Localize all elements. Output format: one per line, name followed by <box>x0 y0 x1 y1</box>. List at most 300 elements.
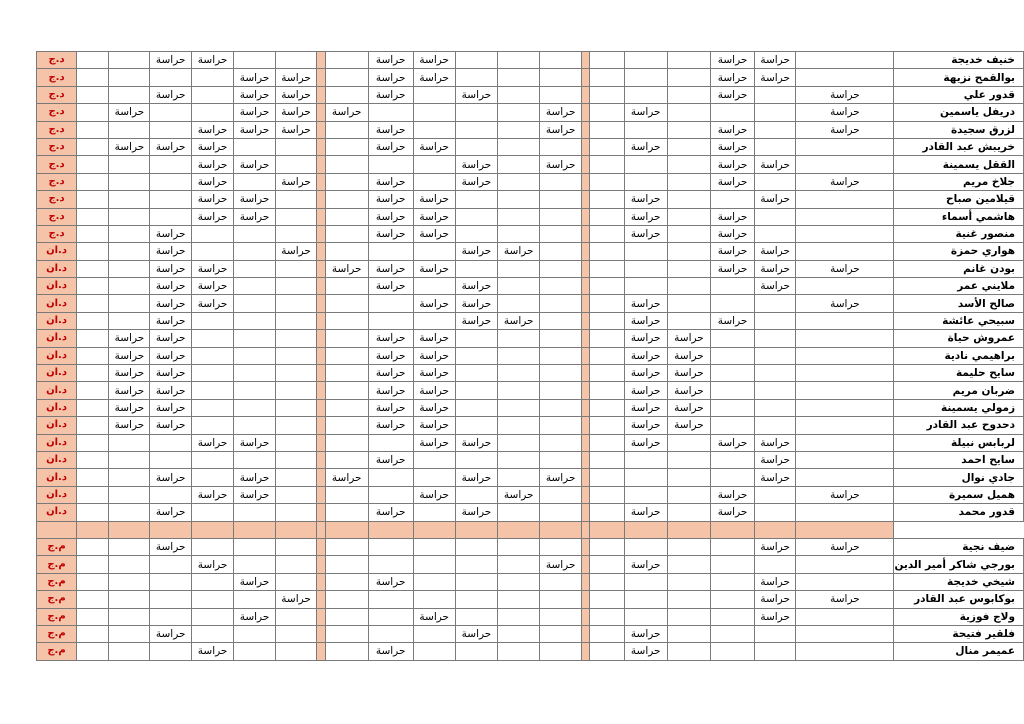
category-code: د.ج <box>37 52 77 69</box>
empty-cell <box>667 434 711 451</box>
duty-cell: حراسة <box>368 347 413 364</box>
duty-cell: حراسة <box>368 208 413 225</box>
staff-name: ولاج فوزية <box>894 608 1024 625</box>
table-row <box>37 469 1024 486</box>
empty-cell <box>498 469 540 486</box>
block-separator <box>581 52 589 69</box>
empty-cell <box>368 156 413 173</box>
empty-cell <box>77 417 109 434</box>
empty-cell <box>413 156 455 173</box>
empty-cell <box>325 312 368 329</box>
empty-cell <box>109 86 150 103</box>
duty-cell: حراسة <box>711 86 755 103</box>
duty-cell: حراسة <box>624 347 667 364</box>
block-separator <box>317 399 325 416</box>
empty-cell <box>191 625 233 642</box>
gap-cell <box>413 521 455 538</box>
empty-cell <box>796 138 894 155</box>
empty-cell <box>711 608 755 625</box>
empty-cell <box>711 417 755 434</box>
block-separator <box>581 504 589 521</box>
empty-cell <box>624 573 667 590</box>
empty-cell <box>667 625 711 642</box>
empty-cell <box>325 208 368 225</box>
duty-cell: حراسة <box>150 365 192 382</box>
empty-cell <box>325 69 368 86</box>
empty-cell <box>275 208 317 225</box>
duty-cell: حراسة <box>498 486 540 503</box>
category-code: م.ج <box>37 573 77 590</box>
empty-cell <box>325 225 368 242</box>
duty-cell: حراسة <box>325 469 368 486</box>
duty-cell: حراسة <box>191 486 233 503</box>
empty-cell <box>589 173 624 190</box>
duty-cell: حراسة <box>540 469 582 486</box>
empty-cell <box>191 104 233 121</box>
duty-cell: حراسة <box>234 486 276 503</box>
empty-cell <box>754 382 796 399</box>
empty-cell <box>275 608 317 625</box>
empty-cell <box>455 52 497 69</box>
block-separator <box>317 504 325 521</box>
staff-name: دريفل ياسمين <box>894 104 1024 121</box>
category-code: د.ان <box>37 365 77 382</box>
empty-cell <box>754 86 796 103</box>
empty-cell <box>589 243 624 260</box>
empty-cell <box>150 556 192 573</box>
empty-cell <box>275 504 317 521</box>
duty-cell: حراسة <box>368 382 413 399</box>
duty-cell: حراسة <box>413 365 455 382</box>
category-code: م.ج <box>37 643 77 660</box>
empty-cell <box>455 591 497 608</box>
gap-cell <box>109 521 150 538</box>
duty-cell: حراسة <box>150 295 192 312</box>
duty-cell: حراسة <box>368 417 413 434</box>
table-row <box>37 225 1024 242</box>
empty-cell <box>589 417 624 434</box>
empty-cell <box>796 243 894 260</box>
empty-cell <box>275 486 317 503</box>
block-separator <box>581 643 589 660</box>
empty-cell <box>796 643 894 660</box>
table-row <box>37 86 1024 103</box>
empty-cell <box>234 225 276 242</box>
empty-cell <box>275 556 317 573</box>
staff-name: سبيحي عائشة <box>894 312 1024 329</box>
empty-cell <box>540 243 582 260</box>
empty-cell <box>540 538 582 555</box>
empty-cell <box>455 191 497 208</box>
table-row <box>37 573 1024 590</box>
duty-cell: حراسة <box>413 486 455 503</box>
empty-cell <box>796 69 894 86</box>
block-separator <box>581 278 589 295</box>
category-code: د.ج <box>37 225 77 242</box>
duty-cell: حراسة <box>191 208 233 225</box>
empty-cell <box>77 469 109 486</box>
duty-cell: حراسة <box>624 434 667 451</box>
duty-cell: حراسة <box>150 52 192 69</box>
duty-cell: حراسة <box>368 399 413 416</box>
empty-cell <box>589 573 624 590</box>
duty-cell: حراسة <box>711 173 755 190</box>
duty-cell: حراسة <box>413 330 455 347</box>
empty-cell <box>624 486 667 503</box>
empty-cell <box>109 173 150 190</box>
block-separator <box>317 312 325 329</box>
empty-cell <box>234 295 276 312</box>
category-code: م.ج <box>37 625 77 642</box>
block-separator <box>581 538 589 555</box>
empty-cell <box>191 382 233 399</box>
empty-cell <box>754 208 796 225</box>
category-code: د.ان <box>37 347 77 364</box>
table-row <box>37 486 1024 503</box>
duty-cell: حراسة <box>234 86 276 103</box>
duty-cell: حراسة <box>368 365 413 382</box>
empty-cell <box>413 121 455 138</box>
table-row <box>37 104 1024 121</box>
category-code: د.ان <box>37 469 77 486</box>
gap-cell <box>317 521 325 538</box>
empty-cell <box>711 399 755 416</box>
empty-cell <box>234 52 276 69</box>
empty-cell <box>624 538 667 555</box>
duty-cell: حراسة <box>667 365 711 382</box>
empty-cell <box>275 260 317 277</box>
empty-cell <box>711 330 755 347</box>
empty-cell <box>109 451 150 468</box>
empty-cell <box>325 625 368 642</box>
empty-cell <box>667 69 711 86</box>
duty-cell: حراسة <box>150 138 192 155</box>
empty-cell <box>109 556 150 573</box>
empty-cell <box>589 225 624 242</box>
duty-cell: حراسة <box>624 225 667 242</box>
empty-cell <box>77 208 109 225</box>
duty-cell: حراسة <box>413 295 455 312</box>
empty-cell <box>540 173 582 190</box>
gap-cell <box>77 521 109 538</box>
empty-cell <box>150 191 192 208</box>
block-separator <box>581 382 589 399</box>
duty-cell: حراسة <box>191 295 233 312</box>
empty-cell <box>667 173 711 190</box>
empty-cell <box>589 643 624 660</box>
table-row <box>37 330 1024 347</box>
table-row <box>37 399 1024 416</box>
empty-cell <box>589 591 624 608</box>
category-code: د.ان <box>37 486 77 503</box>
empty-cell <box>796 573 894 590</box>
block-separator <box>581 104 589 121</box>
category-code: د.ان <box>37 312 77 329</box>
duty-cell: حراسة <box>109 417 150 434</box>
empty-cell <box>498 138 540 155</box>
empty-cell <box>325 643 368 660</box>
duty-cell: حراسة <box>368 173 413 190</box>
staff-name: الققل يسمينة <box>894 156 1024 173</box>
empty-cell <box>150 591 192 608</box>
gap-cell <box>234 521 276 538</box>
table-row <box>37 382 1024 399</box>
empty-cell <box>150 608 192 625</box>
empty-cell <box>667 451 711 468</box>
table-row <box>37 243 1024 260</box>
empty-cell <box>796 52 894 69</box>
empty-cell <box>275 365 317 382</box>
empty-cell <box>77 156 109 173</box>
empty-cell <box>191 573 233 590</box>
gap-cell <box>455 521 497 538</box>
block-separator <box>317 382 325 399</box>
empty-cell <box>455 347 497 364</box>
duty-cell: حراسة <box>624 138 667 155</box>
block-separator <box>581 330 589 347</box>
duty-cell: حراسة <box>796 104 894 121</box>
empty-cell <box>191 451 233 468</box>
duty-cell: حراسة <box>150 330 192 347</box>
table-row <box>37 69 1024 86</box>
block-separator <box>317 173 325 190</box>
staff-name: خريبش عبد القادر <box>894 138 1024 155</box>
empty-cell <box>540 191 582 208</box>
empty-cell <box>667 504 711 521</box>
empty-cell <box>498 643 540 660</box>
category-code: د.ان <box>37 330 77 347</box>
empty-cell <box>77 295 109 312</box>
empty-cell <box>498 104 540 121</box>
empty-cell <box>191 399 233 416</box>
empty-cell <box>540 573 582 590</box>
empty-cell <box>77 347 109 364</box>
gap-cell <box>37 521 77 538</box>
duty-cell: حراسة <box>624 382 667 399</box>
empty-cell <box>109 191 150 208</box>
duty-cell: حراسة <box>234 608 276 625</box>
duty-cell: حراسة <box>455 86 497 103</box>
staff-name: لربابس نبيلة <box>894 434 1024 451</box>
empty-cell <box>77 538 109 555</box>
empty-cell <box>325 556 368 573</box>
empty-cell <box>498 608 540 625</box>
table-row <box>37 121 1024 138</box>
empty-cell <box>796 399 894 416</box>
empty-cell <box>540 208 582 225</box>
empty-cell <box>667 295 711 312</box>
block-separator <box>317 104 325 121</box>
empty-cell <box>754 504 796 521</box>
duty-cell: حراسة <box>191 138 233 155</box>
empty-cell <box>589 625 624 642</box>
empty-cell <box>109 504 150 521</box>
block-separator <box>581 486 589 503</box>
empty-cell <box>455 643 497 660</box>
block-separator <box>581 225 589 242</box>
empty-cell <box>498 208 540 225</box>
block-separator <box>581 312 589 329</box>
duty-cell: حراسة <box>275 121 317 138</box>
empty-cell <box>413 451 455 468</box>
empty-cell <box>150 573 192 590</box>
block-separator <box>581 591 589 608</box>
empty-cell <box>711 556 755 573</box>
empty-cell <box>540 643 582 660</box>
block-separator <box>317 243 325 260</box>
empty-cell <box>109 591 150 608</box>
duty-cell: حراسة <box>455 312 497 329</box>
empty-cell <box>325 365 368 382</box>
category-code: د.ان <box>37 451 77 468</box>
block-separator <box>581 191 589 208</box>
empty-cell <box>77 330 109 347</box>
empty-cell <box>711 591 755 608</box>
empty-cell <box>234 591 276 608</box>
empty-cell <box>455 486 497 503</box>
duty-cell: حراسة <box>624 365 667 382</box>
empty-cell <box>325 451 368 468</box>
block-separator <box>581 138 589 155</box>
empty-cell <box>275 330 317 347</box>
empty-cell <box>624 608 667 625</box>
duty-cell: حراسة <box>754 451 796 468</box>
empty-cell <box>667 556 711 573</box>
duty-cell: حراسة <box>796 86 894 103</box>
empty-cell <box>498 451 540 468</box>
table-row <box>37 417 1024 434</box>
empty-cell <box>150 486 192 503</box>
empty-cell <box>234 312 276 329</box>
duty-cell: حراسة <box>275 69 317 86</box>
empty-cell <box>325 138 368 155</box>
duty-cell: حراسة <box>455 173 497 190</box>
empty-cell <box>275 625 317 642</box>
empty-cell <box>77 486 109 503</box>
empty-cell <box>711 295 755 312</box>
empty-cell <box>325 243 368 260</box>
block-separator <box>317 69 325 86</box>
empty-cell <box>589 504 624 521</box>
block-separator <box>317 260 325 277</box>
empty-cell <box>191 347 233 364</box>
empty-cell <box>275 156 317 173</box>
table-row <box>37 138 1024 155</box>
duty-cell: حراسة <box>754 573 796 590</box>
duty-cell: حراسة <box>624 330 667 347</box>
empty-cell <box>109 225 150 242</box>
block-separator <box>581 260 589 277</box>
empty-cell <box>667 156 711 173</box>
duty-schedule-sheet <box>36 51 1024 661</box>
empty-cell <box>667 121 711 138</box>
empty-cell <box>498 399 540 416</box>
empty-cell <box>754 486 796 503</box>
empty-cell <box>540 608 582 625</box>
empty-cell <box>325 486 368 503</box>
duty-cell: حراسة <box>754 538 796 555</box>
empty-cell <box>191 591 233 608</box>
empty-cell <box>77 608 109 625</box>
empty-cell <box>413 86 455 103</box>
empty-cell <box>109 260 150 277</box>
duty-cell: حراسة <box>796 121 894 138</box>
empty-cell <box>191 504 233 521</box>
duty-cell: حراسة <box>711 243 755 260</box>
empty-cell <box>667 538 711 555</box>
empty-cell <box>589 86 624 103</box>
empty-cell <box>667 591 711 608</box>
staff-name: فلقير فتيحة <box>894 625 1024 642</box>
category-code: د.ج <box>37 208 77 225</box>
empty-cell <box>191 365 233 382</box>
empty-cell <box>325 347 368 364</box>
empty-cell <box>150 208 192 225</box>
staff-name: هاشمي أسماء <box>894 208 1024 225</box>
table-row <box>37 625 1024 642</box>
category-code: د.ج <box>37 69 77 86</box>
empty-cell <box>540 86 582 103</box>
duty-cell: حراسة <box>624 643 667 660</box>
category-code: د.ج <box>37 104 77 121</box>
empty-cell <box>540 347 582 364</box>
empty-cell <box>498 573 540 590</box>
empty-cell <box>455 138 497 155</box>
empty-cell <box>589 278 624 295</box>
block-separator <box>581 86 589 103</box>
staff-name: ملايني عمر <box>894 278 1024 295</box>
empty-cell <box>455 451 497 468</box>
gap-cell <box>325 521 368 538</box>
empty-cell <box>368 556 413 573</box>
empty-cell <box>589 295 624 312</box>
empty-cell <box>667 191 711 208</box>
category-code: د.ج <box>37 121 77 138</box>
category-code: د.ج <box>37 173 77 190</box>
empty-cell <box>498 173 540 190</box>
duty-cell: حراسة <box>150 243 192 260</box>
duty-cell: حراسة <box>455 625 497 642</box>
category-code: د.ان <box>37 434 77 451</box>
empty-cell <box>498 69 540 86</box>
empty-cell <box>589 365 624 382</box>
empty-cell <box>234 643 276 660</box>
table-row <box>37 643 1024 660</box>
empty-cell <box>589 156 624 173</box>
duty-cell: حراسة <box>711 225 755 242</box>
table-row <box>37 156 1024 173</box>
empty-cell <box>234 278 276 295</box>
table-row <box>37 278 1024 295</box>
empty-cell <box>109 608 150 625</box>
empty-cell <box>589 330 624 347</box>
empty-cell <box>234 556 276 573</box>
block-separator <box>317 278 325 295</box>
empty-cell <box>589 469 624 486</box>
duty-cell: حراسة <box>754 191 796 208</box>
duty-cell: حراسة <box>540 104 582 121</box>
duty-cell: حراسة <box>150 625 192 642</box>
block-separator <box>581 573 589 590</box>
duty-cell: حراسة <box>754 434 796 451</box>
empty-cell <box>754 399 796 416</box>
empty-cell <box>234 260 276 277</box>
empty-cell <box>413 643 455 660</box>
empty-cell <box>540 69 582 86</box>
empty-cell <box>589 69 624 86</box>
category-code: د.ج <box>37 86 77 103</box>
empty-cell <box>275 312 317 329</box>
